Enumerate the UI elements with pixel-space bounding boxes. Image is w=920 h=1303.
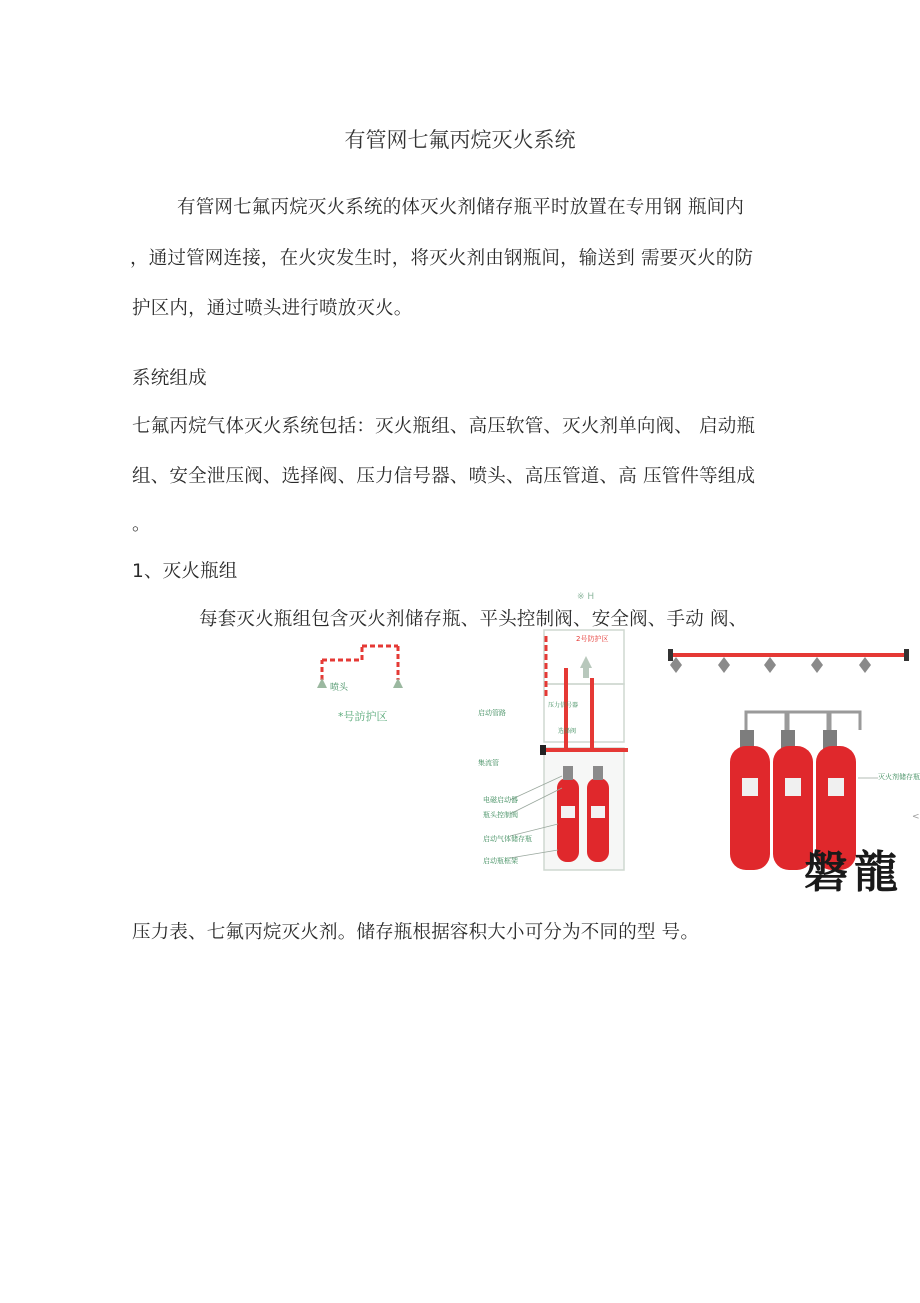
- item1-text-a: 每套灭火瓶组包含灭火剂储存瓶、平头控制阀、安全阀、手动 阀、: [199, 609, 748, 630]
- mid-top-label: ※ H: [577, 592, 595, 602]
- left-nozzle-label: 喷头: [330, 683, 349, 693]
- right-edge-mark: <: [912, 812, 920, 822]
- intro-line-2: ，通过管网连接，在火灾发生时，将灭火剂由钢瓶间，输送到 需要灭火的防: [130, 248, 754, 269]
- item1-text-b: 压力表、七氟丙烷灭火剂。储存瓶根据容积大小可分为不同的型 号。: [132, 922, 700, 943]
- intro-line-1: 有管网七氟丙烷灭火系统的体灭火剂储存瓶平时放置在专用钢 瓶间内: [177, 197, 745, 218]
- mid-label-valve: 瓶头控制阀: [483, 811, 518, 819]
- item1-heading: 1、灭火瓶组: [132, 561, 238, 582]
- brand-logo: 磐龍: [804, 847, 904, 898]
- mid-label-frame: 启动瓶框架: [483, 857, 518, 865]
- mid-small-pressure: 压力信号器: [548, 702, 579, 709]
- mid-label-manifold: 集流管: [478, 759, 499, 767]
- left-pipe-diagram: [310, 640, 410, 710]
- mid-label-solenoid: 电磁启动器: [483, 796, 518, 804]
- intro-line-3: 护区内，通过喷头进行喷放灭火。: [132, 298, 413, 319]
- right-pipe-nozzles: [668, 645, 913, 680]
- left-caption: *号訪护区: [338, 710, 388, 723]
- components-line-2: 组、安全泄压阀、选择阀、压力信号器、喷头、高压管道、高 压管件等组成: [132, 466, 756, 487]
- mid-small-selector: 选择阀: [558, 728, 577, 735]
- components-line-3: 。: [132, 514, 151, 535]
- components-line-1: 七氟丙烷气体灭火系统包括：灭火瓶组、高压软管、灭火剂单向阀、 启动瓶: [132, 416, 756, 437]
- mid-label-start-pipe: 启动管路: [478, 709, 506, 717]
- mid-zone-label: 2号防护区: [576, 635, 609, 643]
- right-cylinder-label: 灭火剂储存瓶: [878, 773, 920, 781]
- document-title: 有管网七氟丙烷灭火系统: [344, 128, 576, 152]
- mid-label-start-cylinder: 启动气体储存瓶: [483, 835, 532, 843]
- section-heading: 系统组成: [132, 368, 207, 389]
